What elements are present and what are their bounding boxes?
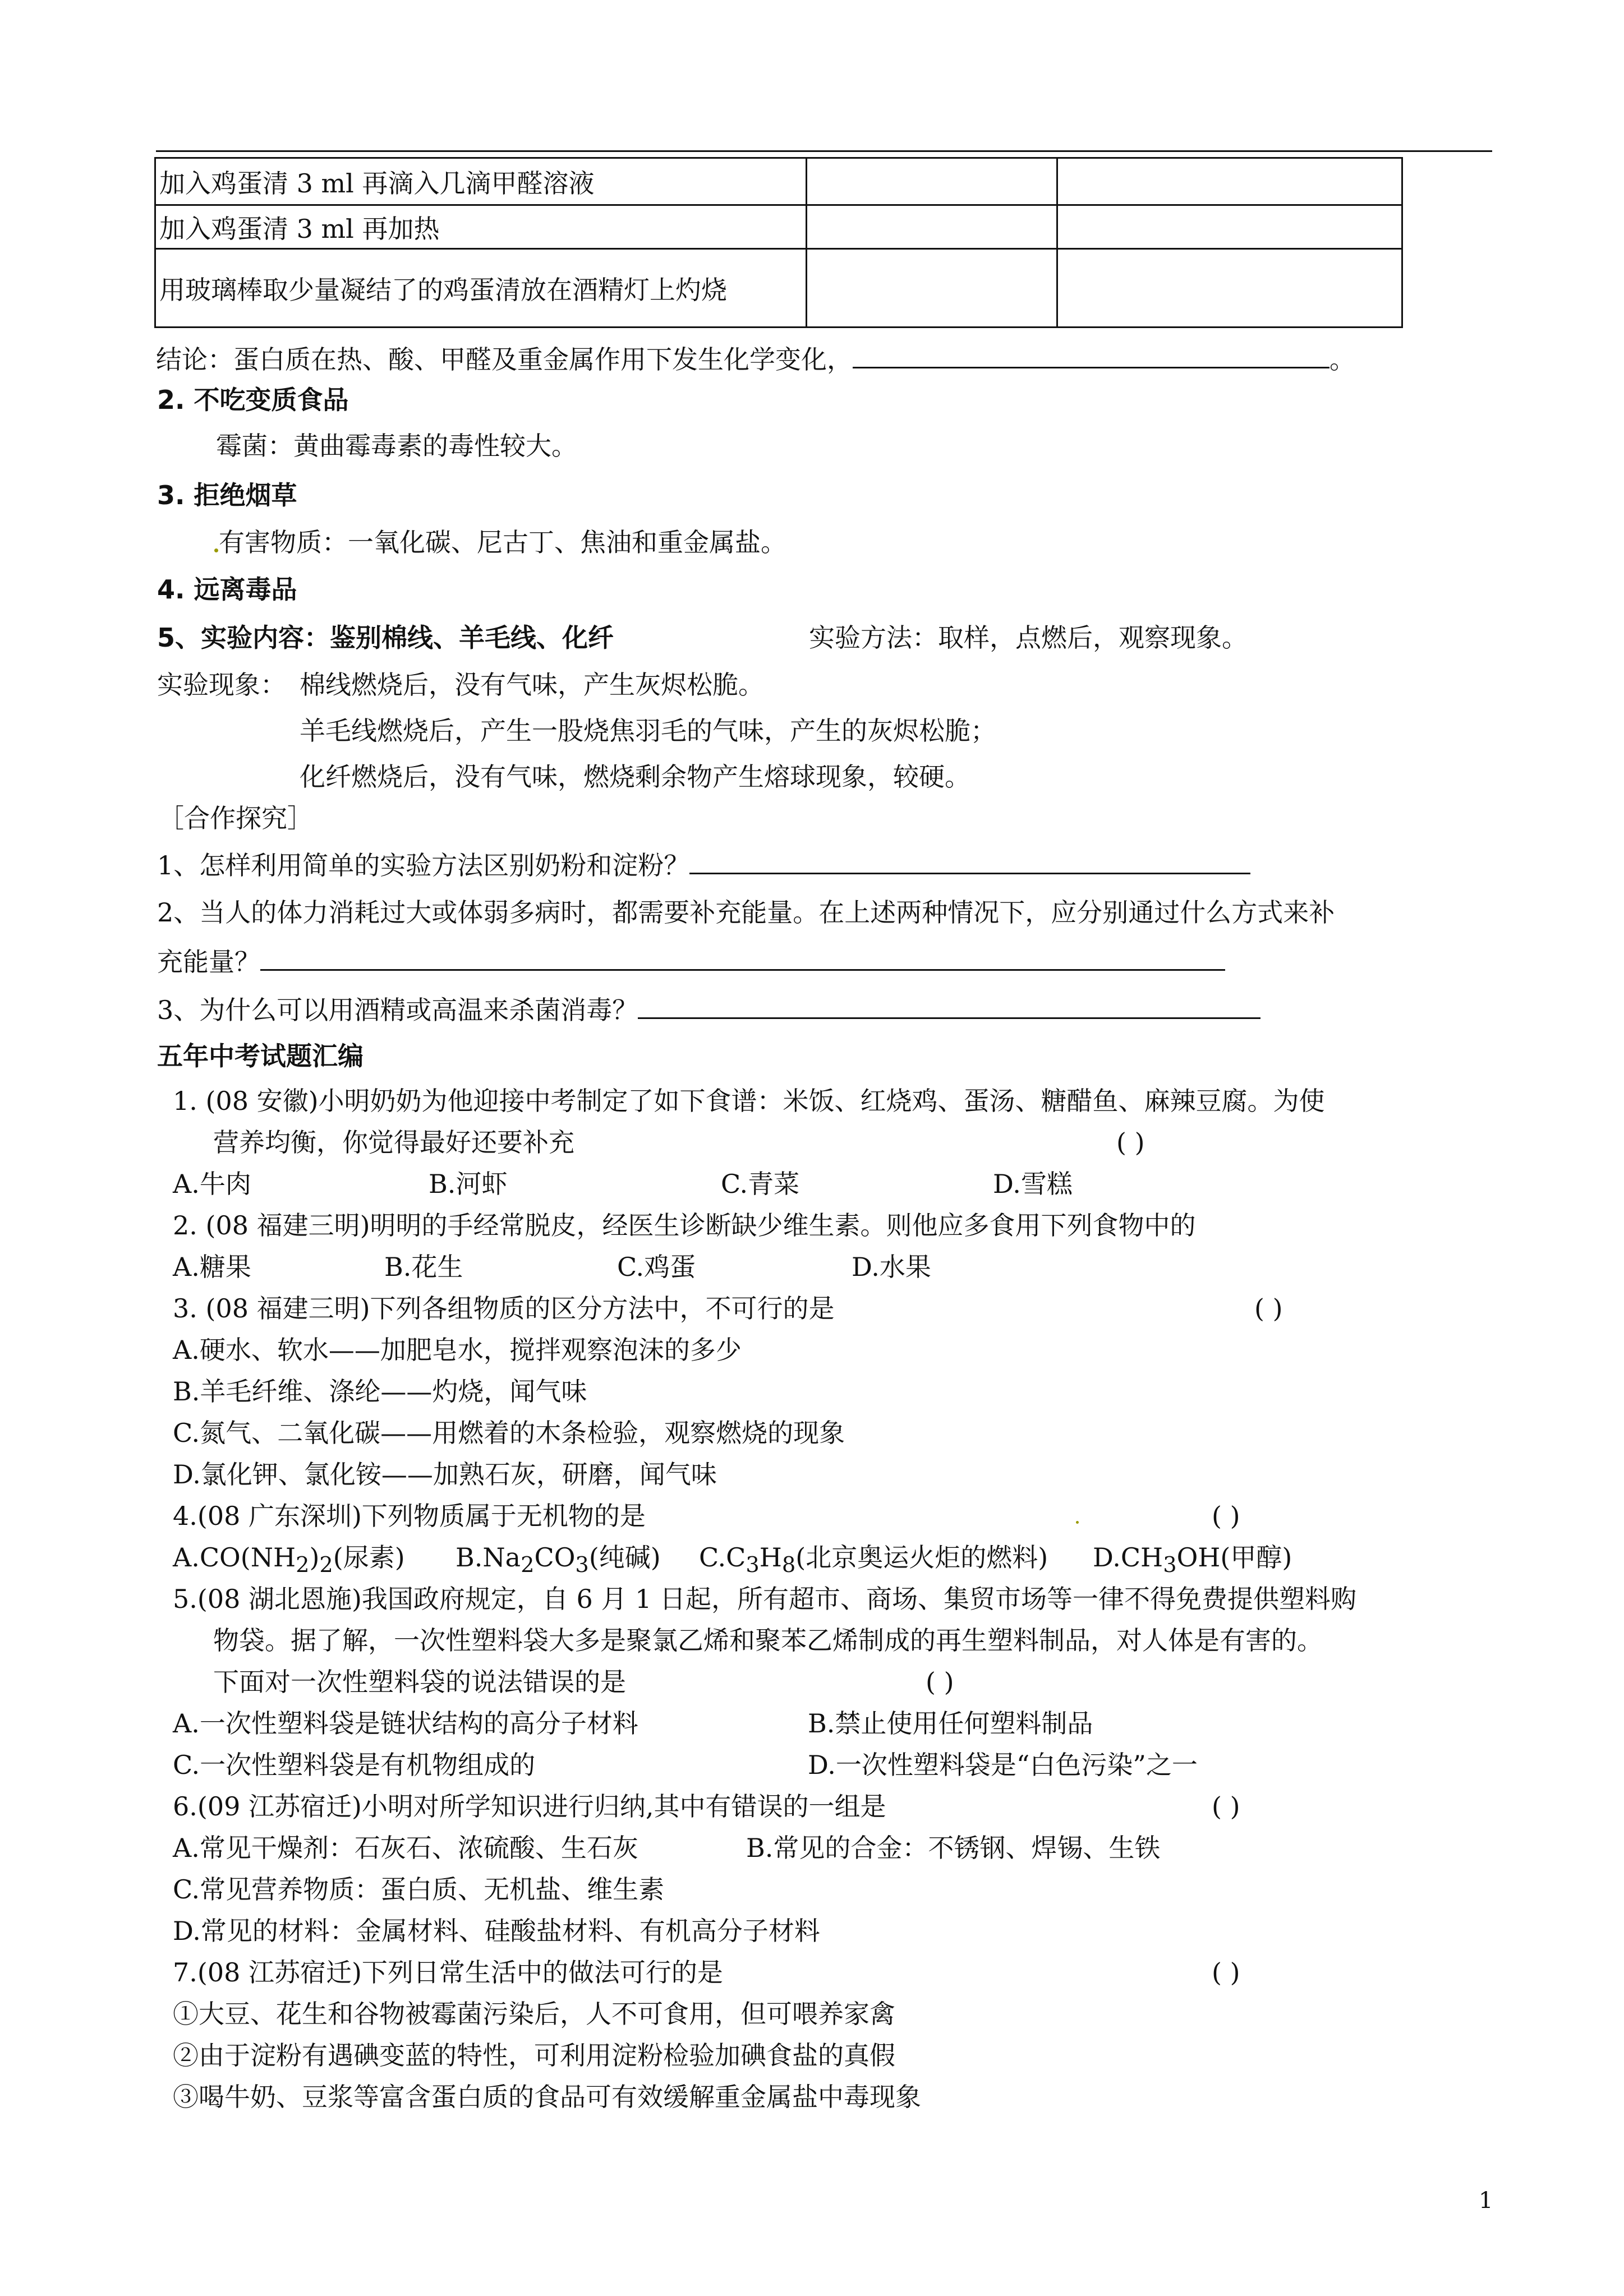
section4-title: 4. 远离毒品	[157, 574, 297, 605]
phenomenon-line: 羊毛线燃烧后，产生一股烧焦羽毛的气味，产生的灰烬松脆；	[300, 716, 996, 746]
q3-line1: 3. (08 福建三明)下列各组物质的区分方法中，不可行的是	[173, 1293, 835, 1324]
option-a[interactable]: A.牛肉	[173, 1169, 251, 1199]
conclusion-line	[156, 342, 1355, 375]
section3-body: 有害物质：一氧化碳、尼古丁、焦油和重金属盐。	[219, 527, 786, 557]
question-text: 1、怎样利用简单的实验方法区别奶粉和淀粉？	[157, 850, 690, 880]
answer-paren[interactable]: ( )	[1116, 1127, 1145, 1158]
stray-dot	[1076, 1521, 1079, 1524]
subscript: 2	[296, 1552, 310, 1578]
stray-dot	[214, 548, 218, 552]
option-d[interactable]: D.水果	[852, 1252, 931, 1282]
conclusion-end: 。	[1329, 344, 1355, 375]
option-label: (北京奥运火炬的燃料)	[795, 1542, 1048, 1573]
subscript: 3	[575, 1552, 589, 1578]
conclusion-text: 结论：蛋白质在热、酸、甲醛及重金属作用下发生化学变化，	[156, 344, 853, 375]
formula-text: H	[759, 1542, 782, 1573]
option-a[interactable]: A.一次性塑料袋是链状结构的高分子材料	[173, 1708, 638, 1739]
answer-paren[interactable]: ( )	[1212, 1501, 1240, 1531]
option-b[interactable]: B.花生	[384, 1252, 463, 1282]
option-a[interactable]: A.硬水、软水——加肥皂水，搅拌观察泡沫的多少	[173, 1335, 742, 1365]
option-c[interactable]	[699, 1542, 1048, 1578]
option-d[interactable]: D.雪糕	[993, 1169, 1073, 1199]
q2-line1: 2. (08 福建三明)明明的手经常脱皮，经医生诊断缺少维生素。则他应多食用下列食物中的	[173, 1210, 1196, 1241]
question-text: 充能量？	[157, 947, 260, 977]
q7-item: ①大豆、花生和谷物被霉菌污染后，人不可食用，但可喂养家禽	[173, 1999, 895, 2029]
subscript: 8	[781, 1552, 796, 1578]
option-label: (尿素)	[333, 1542, 405, 1573]
section5-phenomena-label: 实验现象：	[157, 670, 286, 700]
table-cell-operation: 用玻璃棒取少量凝结了的鸡蛋清放在酒精灯上灼烧	[155, 249, 807, 328]
option-a[interactable]: A.常见干燥剂：石灰石、浓硫酸、生石灰	[173, 1833, 638, 1863]
option-b[interactable]: B.常见的合金：不锈钢、焊锡、生铁	[746, 1833, 1161, 1863]
cooperation-title: ［合作探究］	[158, 803, 313, 833]
formula-text: )	[309, 1542, 320, 1573]
option-label: (纯碱)	[588, 1542, 661, 1573]
table-cell-operation: 加入鸡蛋清 3 ml 再滴入几滴甲醛溶液	[155, 158, 807, 205]
section5-method: 实验方法：取样，点燃后，观察现象。	[809, 623, 1248, 653]
cooperation-q1	[157, 848, 1250, 881]
formula-text: D.CH	[1093, 1542, 1163, 1573]
q7-item: ②由于淀粉有遇碘变蓝的特性，可利用淀粉检验加碘食盐的真假	[173, 2040, 895, 2071]
subscript: 3	[746, 1552, 760, 1578]
formula-text: C.C	[699, 1542, 746, 1573]
table-cell-phenomenon	[807, 205, 1057, 249]
section2-title: 2. 不吃变质食品	[157, 385, 349, 415]
option-b[interactable]: B.河虾	[429, 1169, 508, 1199]
answer-paren[interactable]: ( )	[1212, 1957, 1240, 1988]
q6-line1: 6.(09 江苏宿迁)小明对所学知识进行归纳,其中有错误的一组是	[173, 1791, 886, 1822]
table-row	[155, 158, 1402, 205]
q7-line1: 7.(08 江苏宿迁)下列日常生活中的做法可行的是	[173, 1957, 723, 1988]
cooperation-q2-line2	[157, 944, 1225, 978]
q5-line3: 下面对一次性塑料袋的说法错误的是	[213, 1667, 626, 1697]
formula-text: A.CO(NH	[173, 1542, 296, 1573]
q4-line1: 4.(08 广东深圳)下列物质属于无机物的是	[173, 1501, 646, 1531]
formula-text: B.Na	[456, 1542, 521, 1573]
option-c[interactable]: C.氮气、二氧化碳——用燃着的木条检验，观察燃烧的现象	[173, 1418, 845, 1448]
exam-title: 五年中考试题汇编	[157, 1041, 364, 1071]
page-number: 1	[1479, 2188, 1493, 2214]
experiment-table	[154, 157, 1403, 328]
option-label: OH(甲醇)	[1176, 1542, 1292, 1573]
q1-line2: 营养均衡，你觉得最好还要补充	[213, 1127, 574, 1158]
q7-item: ③喝牛奶、豆浆等富含蛋白质的食品可有效缓解重金属盐中毒现象	[173, 2082, 921, 2112]
phenomenon-line: 化纤燃烧后，没有气味，燃烧剩余物产生熔球现象，较硬。	[300, 762, 970, 792]
q5-line1: 5.(08 湖北恩施)我国政府规定，自 6 月 1 日起，所有超市、商场、集贸市场等一律不得免费提供塑料购	[173, 1584, 1356, 1614]
section2-body: 霉菌：黄曲霉毒素的毒性较大。	[216, 431, 577, 461]
table-cell-phenomenon	[807, 158, 1057, 205]
table-cell-operation: 加入鸡蛋清 3 ml 再加热	[155, 205, 807, 249]
question-text: 3、为什么可以用酒精或高温来杀菌消毒？	[157, 995, 638, 1025]
cooperation-q2-line1: 2、当人的体力消耗过大或体弱多病时，都需要补充能量。在上述两种情况下，应分别通过什么方式来补	[157, 897, 1335, 928]
option-b[interactable]: B.羊毛纤维、涤纶——灼烧，闻气味	[173, 1376, 587, 1407]
answer-paren[interactable]: ( )	[926, 1667, 954, 1697]
table-cell-conclusion	[1057, 158, 1402, 205]
option-a[interactable]: A.糖果	[173, 1252, 251, 1282]
q5-line2: 物袋。据了解，一次性塑料袋大多是聚氯乙烯和聚苯乙烯制成的再生塑料制品，对人体是有害的。	[213, 1625, 1323, 1656]
option-b[interactable]: B.禁止使用任何塑料制品	[808, 1708, 1093, 1739]
answer-blank[interactable]	[689, 848, 1250, 874]
option-c[interactable]: C.一次性塑料袋是有机物组成的	[173, 1750, 536, 1780]
answer-blank[interactable]	[638, 993, 1260, 1019]
phenomenon-line: 棉线燃烧后，没有气味，产生灰烬松脆。	[300, 670, 764, 700]
answer-paren[interactable]: ( )	[1254, 1293, 1283, 1324]
header-rule	[156, 150, 1492, 152]
option-c[interactable]: C.鸡蛋	[617, 1252, 696, 1282]
table-cell-conclusion	[1057, 205, 1402, 249]
table-cell-conclusion	[1057, 249, 1402, 328]
option-c[interactable]: C.青菜	[721, 1169, 800, 1199]
answer-paren[interactable]: ( )	[1212, 1791, 1240, 1822]
answer-blank[interactable]	[260, 944, 1225, 971]
cooperation-q3	[157, 993, 1260, 1026]
option-c[interactable]: C.常见营养物质：蛋白质、无机盐、维生素	[173, 1874, 665, 1905]
q1-line1: 1. (08 安徽)小明奶奶为他迎接中考制定了如下食谱：米饭、红烧鸡、蛋汤、糖醋鱼、麻辣豆腐。为使	[173, 1086, 1325, 1116]
table-row	[155, 249, 1402, 328]
section3-title: 3. 拒绝烟草	[157, 480, 297, 510]
option-d[interactable]: D.氯化钾、氯化铵——加熟石灰，研磨，闻气味	[173, 1459, 717, 1490]
section5-title: 5、实验内容：鉴别棉线、羊毛线、化纤	[157, 623, 614, 653]
formula-text: CO	[534, 1542, 576, 1573]
table-row	[155, 205, 1402, 249]
subscript: 2	[521, 1552, 535, 1578]
answer-blank[interactable]	[853, 342, 1329, 368]
option-b[interactable]	[456, 1542, 661, 1578]
subscript: 3	[1163, 1552, 1177, 1578]
option-d[interactable]: D.一次性塑料袋是“白色污染”之一	[808, 1750, 1198, 1780]
option-a[interactable]	[173, 1542, 405, 1578]
option-d[interactable]: D.常见的材料：金属材料、硅酸盐材料、有机高分子材料	[173, 1916, 820, 1946]
option-d[interactable]	[1093, 1542, 1292, 1578]
table-cell-phenomenon	[807, 249, 1057, 328]
subscript: 2	[319, 1552, 333, 1578]
